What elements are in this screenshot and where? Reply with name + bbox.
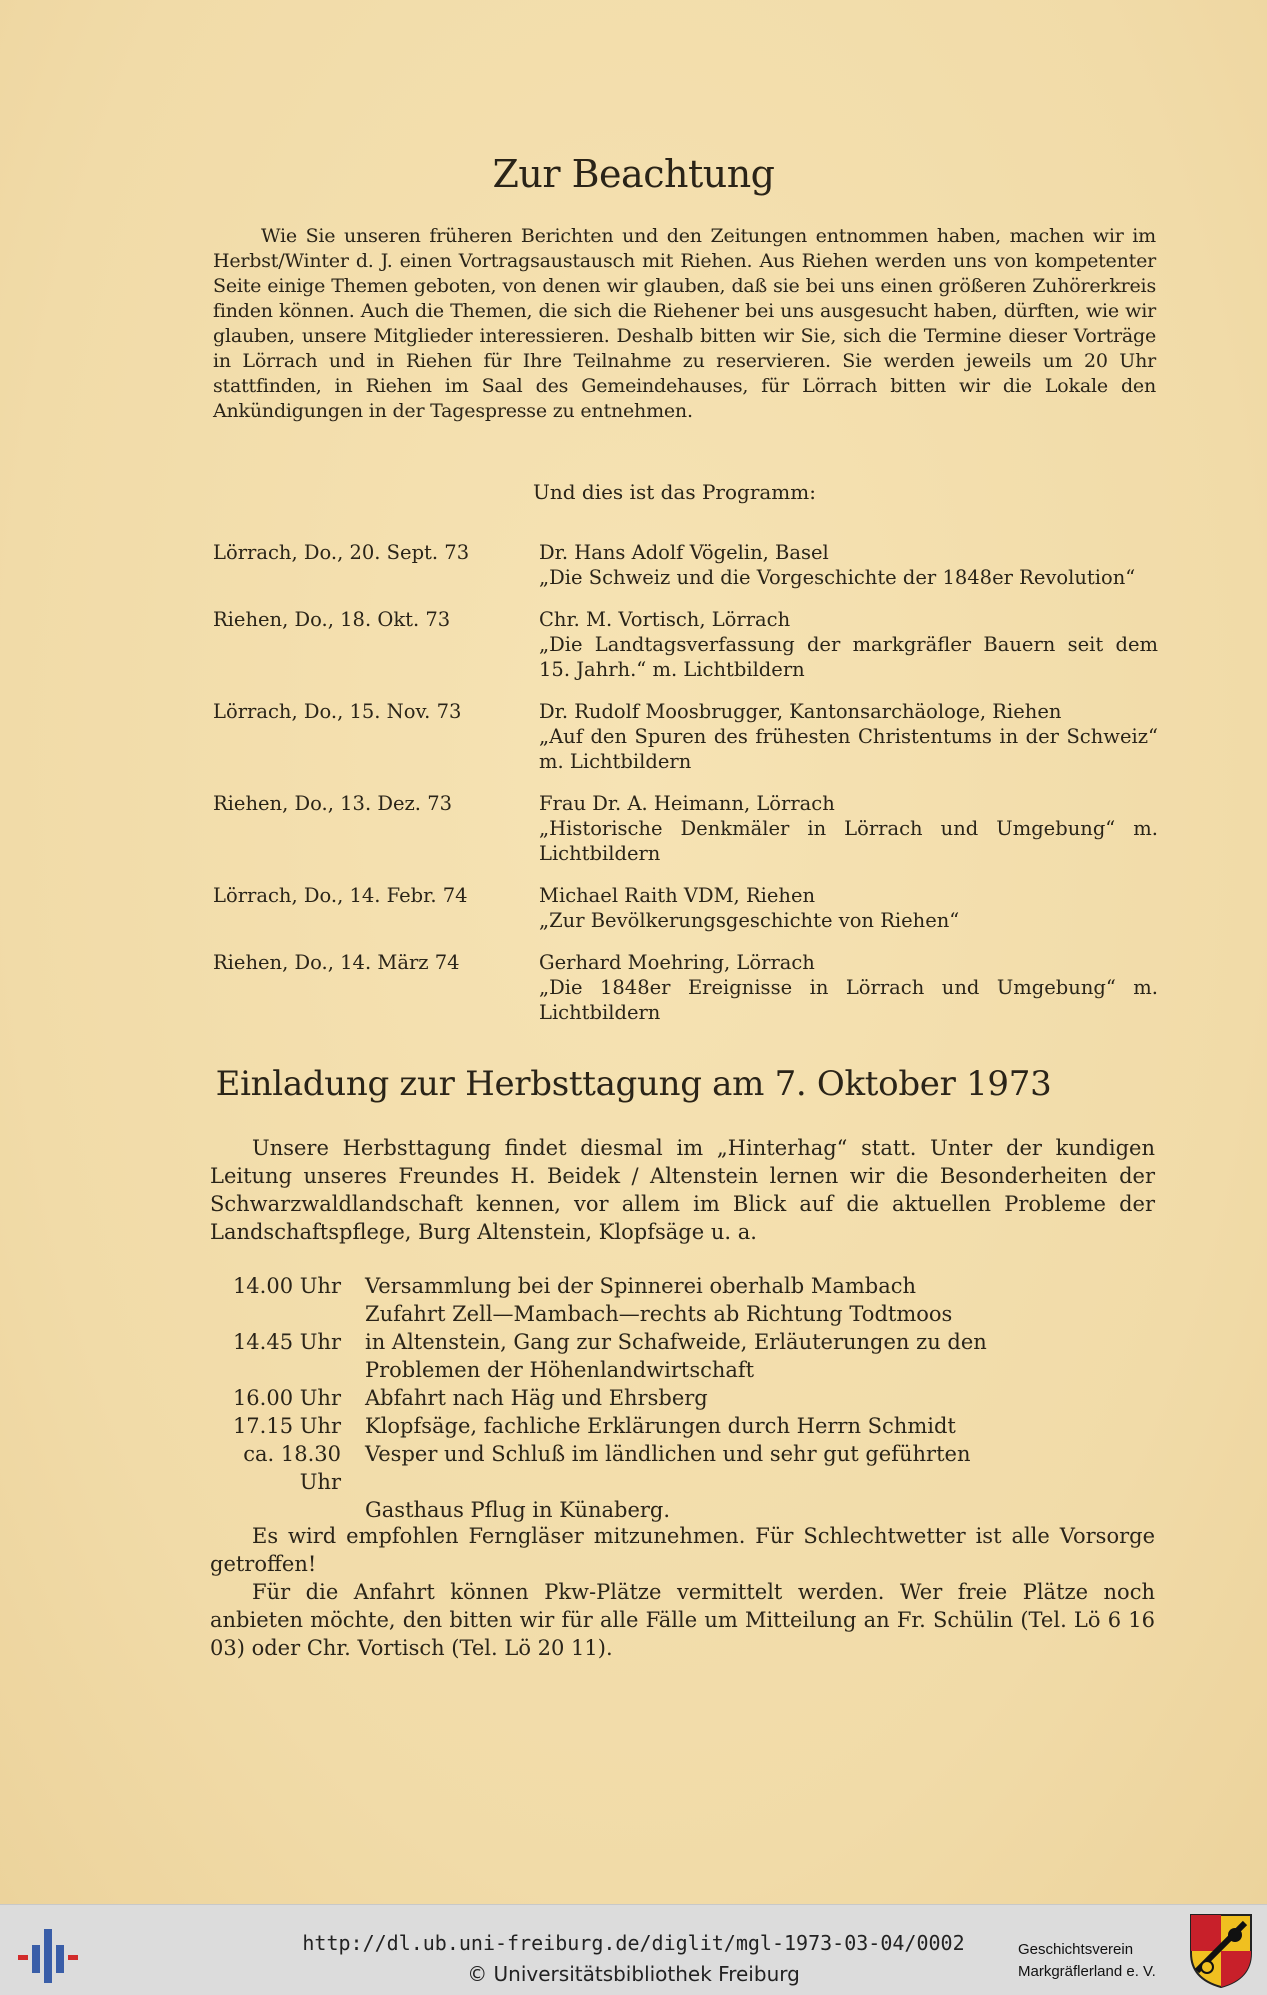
page-title: Zur Beachtung [492, 152, 775, 196]
program-date: Lörrach, Do., 14. Febr. 74 [213, 884, 468, 907]
program-topic: „Zur Bevölkerungsgeschichte von Riehen“ [539, 909, 960, 932]
schedule-time: ca. 18.30 Uhr [243, 1442, 341, 1494]
program-row [213, 607, 1158, 682]
schedule-text: in Altenstein, Gang zur Schafweide, Erläuterungen zu den [365, 1330, 987, 1354]
program-row [213, 950, 1158, 1025]
footer-bar [0, 1904, 1267, 1995]
org-name [1018, 1939, 1156, 1983]
program-date: Riehen, Do., 14. März 74 [213, 951, 460, 974]
program-date: Lörrach, Do., 20. Sept. 73 [213, 541, 470, 564]
program-speaker: Frau Dr. A. Heimann, Lörrach [539, 792, 835, 815]
org-name-line-2: Markgräflerland e. V. [1018, 1963, 1156, 1980]
closing-paragraph-1: Es wird empfohlen Ferngläser mitzunehmen. Für Schlechtwetter ist alle Vorsorge getroffen! [210, 1524, 1155, 1576]
invite-paragraph [210, 1134, 1155, 1246]
program-date: Lörrach, Do., 15. Nov. 73 [213, 700, 462, 723]
coat-of-arms-icon [1189, 1913, 1253, 1989]
section-heading: Einladung zur Herbsttagung am 7. Oktober 1973 [215, 1064, 1052, 1104]
program-heading: Und dies ist das Programm: [533, 480, 816, 504]
schedule-row [208, 1356, 1088, 1384]
program-topic: „Die Schweiz und die Vorgeschichte der 1848er Revolution“ [539, 566, 1136, 589]
closing-section [210, 1522, 1155, 1662]
invite-text: Unsere Herbsttagung findet diesmal im „Hinterhag“ statt. Unter der kundigen Leitung unseres Freundes H. Beidek / Altenstein lernen wir die Besonderheiten der Schwarzwaldlandschaft kennen, vor allem im Blick auf die aktuellen Probleme der Landschaftspflege, Burg Altenstein, Klopfsäge u. a. [210, 1136, 1155, 1244]
schedule-time [208, 1300, 365, 1328]
org-name-line-1: Geschichtsverein [1018, 1941, 1134, 1958]
intro-paragraph [213, 224, 1156, 424]
program-info [539, 883, 1158, 933]
schedule-text: Vesper und Schluß im ländlichen und sehr gut geführten [365, 1442, 971, 1466]
schedule-row [208, 1384, 1088, 1412]
program-date: Riehen, Do., 18. Okt. 73 [213, 608, 451, 631]
program-info [539, 950, 1158, 1025]
program-row [213, 791, 1158, 866]
intro-text: Wie Sie unseren früheren Berichten und den Zeitungen entnommen haben, machen wir im Herbst/Winter d. J. einen Vortragsaustausch mit Riehen. Aus Riehen werden uns von kompetenter Seite einige Themen geboten, von denen wir glauben, daß sie bei uns einen größeren Zuhörerkreis finden können. Auch die Themen, die sich die Riehener bei uns ausgesucht haben, dürften, wie wir glauben, unsere Mitglieder interessieren. Deshalb bitten wir Sie, sich die Termine dieser Vorträge in Lörrach und in Riehen für Ihre Teilnahme zu reservieren. Sie werden jeweils um 20 Uhr stattfinden, in Riehen im Saal des Gemeindehauses, für Lörrach bitten wir die Lokale den Ankündigungen in der Tagespresse zu entnehmen. [213, 225, 1156, 422]
program-info [539, 791, 1158, 866]
schedule-text: Zufahrt Zell—Mambach—rechts ab Richtung Todtmoos [365, 1302, 953, 1326]
program-date: Riehen, Do., 13. Dez. 73 [213, 792, 453, 815]
program-speaker: Dr. Rudolf Moosbrugger, Kantonsarchäologe, Riehen [539, 700, 1062, 723]
schedule-text: Versammlung bei der Spinnerei oberhalb Mambach [365, 1274, 917, 1298]
schedule-text: Klopfsäge, fachliche Erklärungen durch Herrn Schmidt [365, 1414, 956, 1438]
program-info [539, 699, 1158, 774]
schedule-row [208, 1300, 1088, 1328]
schedule-text: Gasthaus Pflug in Künaberg. [365, 1498, 671, 1522]
schedule-list [208, 1272, 1088, 1524]
schedule-time: 17.15 Uhr [232, 1414, 341, 1438]
program-speaker: Gerhard Moehring, Lörrach [539, 951, 815, 974]
program-info [539, 540, 1158, 590]
program-row [213, 883, 1158, 933]
footer-copyright: © Universitätsbibliothek Freiburg [467, 1962, 800, 1986]
program-topic: „Auf den Spuren des frühesten Christentums in der Schweiz“ m. Lichtbildern [539, 725, 1158, 773]
program-row [213, 699, 1158, 774]
footer-url-link[interactable]: http://dl.ub.uni-freiburg.de/diglit/mgl-1973-03-04/0002 [302, 1931, 965, 1955]
schedule-time: 16.00 Uhr [232, 1386, 341, 1410]
program-topic: „Die 1848er Ereignisse in Lörrach und Umgebung“ m. Lichtbildern [539, 976, 1158, 1024]
program-topic: „Die Landtagsverfassung der markgräfler Bauern seit dem 15. Jahrh.“ m. Lichtbildern [539, 633, 1158, 681]
schedule-row [208, 1496, 1088, 1524]
program-list [213, 540, 1158, 1042]
schedule-row [208, 1412, 1088, 1440]
schedule-row [208, 1272, 1088, 1300]
program-speaker: Dr. Hans Adolf Vögelin, Basel [539, 541, 829, 564]
schedule-time [208, 1496, 365, 1524]
schedule-row [208, 1328, 1088, 1356]
schedule-row [208, 1440, 1088, 1496]
schedule-text: Problemen der Höhenlandwirtschaft [365, 1358, 755, 1382]
schedule-time: 14.00 Uhr [232, 1274, 341, 1298]
schedule-text: Abfahrt nach Häg und Ehrsberg [365, 1386, 708, 1410]
schedule-time: 14.45 Uhr [232, 1330, 341, 1354]
program-speaker: Chr. M. Vortisch, Lörrach [539, 608, 791, 631]
program-info [539, 607, 1158, 682]
schedule-time [208, 1356, 365, 1384]
program-speaker: Michael Raith VDM, Riehen [539, 884, 816, 907]
program-row [213, 540, 1158, 590]
program-topic: „Historische Denkmäler in Lörrach und Umgebung“ m. Lichtbildern [539, 817, 1158, 865]
closing-paragraph-2: Für die Anfahrt können Pkw-Plätze vermittelt werden. Wer freie Plätze noch anbieten möchte, den bitten wir für alle Fälle um Mitteilung an Fr. Schülin (Tel. Lö 6 16 03) oder Chr. Vortisch (Tel. Lö 20 11). [210, 1580, 1155, 1660]
